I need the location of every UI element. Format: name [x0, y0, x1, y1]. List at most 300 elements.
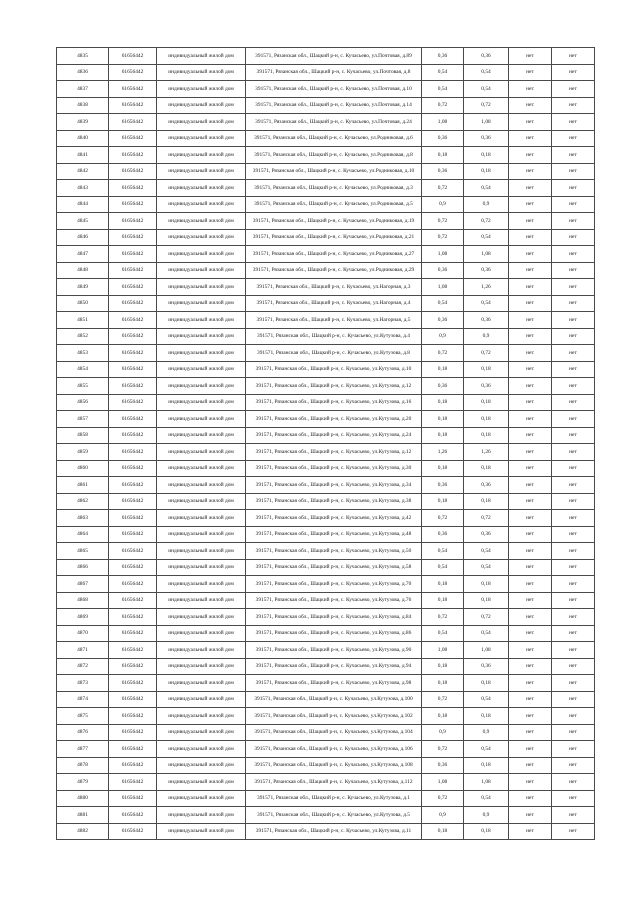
table-row [57, 609, 595, 626]
row-number-cell: 4851 [57, 312, 109, 329]
address-cell: 391571, Рязанская обл., Шацкий р-н, с. Кучасьево, ул.Родниковая, д.10 [246, 163, 422, 180]
value-2-cell: 0,18 [464, 757, 509, 774]
object-type-cell: индивидуальный жилой дом [157, 229, 246, 246]
flag-2-cell: нет [552, 246, 595, 263]
object-type-cell: индивидуальный жилой дом [157, 741, 246, 758]
flag-1-cell: нет [509, 328, 552, 345]
value-1-cell: 0,36 [422, 163, 464, 180]
oktmo-code-cell: 61656442 [109, 345, 157, 362]
row-number-cell: 4873 [57, 675, 109, 692]
value-1-cell: 0,18 [422, 576, 464, 593]
flag-2-cell: нет [552, 328, 595, 345]
row-number-cell: 4864 [57, 526, 109, 543]
value-2-cell: 0,18 [464, 460, 509, 477]
address-cell: 391571, Рязанская обл., Шацкий р-н, с. Кучасьево, ул.Кутузова, д.94 [246, 658, 422, 675]
value-1-cell: 0,18 [422, 147, 464, 164]
value-1-cell: 0,18 [422, 592, 464, 609]
flag-1-cell: нет [509, 543, 552, 560]
object-type-cell: индивидуальный жилой дом [157, 345, 246, 362]
flag-2-cell: нет [552, 460, 595, 477]
object-type-cell: индивидуальный жилой дом [157, 675, 246, 692]
address-cell: 391571, Рязанская обл., Шацкий р-н, с. Кучасьево, ул.Кутузова, д.38 [246, 493, 422, 510]
object-type-cell: индивидуальный жилой дом [157, 411, 246, 428]
address-cell: 391571, Рязанская обл., Шацкий р-н, с. Кучасьево, ул.Почтовая, д.10 [246, 81, 422, 98]
value-2-cell: 0,36 [464, 312, 509, 329]
object-type-cell: индивидуальный жилой дом [157, 724, 246, 741]
row-number-cell: 4879 [57, 774, 109, 791]
flag-1-cell: нет [509, 196, 552, 213]
flag-2-cell: нет [552, 823, 595, 840]
flag-1-cell: нет [509, 675, 552, 692]
flag-2-cell: нет [552, 741, 595, 758]
oktmo-code-cell: 61656442 [109, 361, 157, 378]
value-1-cell: 1,08 [422, 246, 464, 263]
row-number-cell: 4842 [57, 163, 109, 180]
value-2-cell: 1,26 [464, 279, 509, 296]
flag-2-cell: нет [552, 708, 595, 725]
row-number-cell: 4878 [57, 757, 109, 774]
object-type-cell: индивидуальный жилой дом [157, 295, 246, 312]
value-2-cell: 0,18 [464, 361, 509, 378]
flag-1-cell: нет [509, 394, 552, 411]
flag-2-cell: нет [552, 427, 595, 444]
flag-1-cell: нет [509, 526, 552, 543]
value-1-cell: 0,18 [422, 675, 464, 692]
address-cell: 391571, Рязанская обл., Шацкий р-н, с. Кучасьево, ул.Родниковая, д.5 [246, 196, 422, 213]
flag-1-cell: нет [509, 807, 552, 824]
value-1-cell: 0,18 [422, 708, 464, 725]
value-1-cell: 0,18 [422, 493, 464, 510]
flag-2-cell: нет [552, 724, 595, 741]
oktmo-code-cell: 61656442 [109, 460, 157, 477]
row-number-cell: 4874 [57, 691, 109, 708]
table-row [57, 477, 595, 494]
flag-2-cell: нет [552, 642, 595, 659]
table-row [57, 147, 595, 164]
value-2-cell: 0,18 [464, 427, 509, 444]
oktmo-code-cell: 61656442 [109, 130, 157, 147]
value-1-cell: 0,18 [422, 658, 464, 675]
row-number-cell: 4854 [57, 361, 109, 378]
address-cell: 391571, Рязанская обл., Шацкий р-н, с. Кучасьево, ул.Кутузова, д.112 [246, 774, 422, 791]
oktmo-code-cell: 61656442 [109, 658, 157, 675]
flag-2-cell: нет [552, 526, 595, 543]
object-type-cell: индивидуальный жилой дом [157, 394, 246, 411]
flag-2-cell: нет [552, 48, 595, 65]
flag-2-cell: нет [552, 411, 595, 428]
value-2-cell: 1,08 [464, 246, 509, 263]
address-cell: 391571, Рязанская обл., Шацкий р-н, с. Кучасьево, ул.Родниковая, д.27 [246, 246, 422, 263]
address-cell: 391571, Рязанская обл., Шацкий р-н, с. Кучасьево, ул.Кутузова, д.24 [246, 427, 422, 444]
value-2-cell: 0,36 [464, 526, 509, 543]
object-type-cell: индивидуальный жилой дом [157, 510, 246, 527]
oktmo-code-cell: 61656442 [109, 378, 157, 395]
object-type-cell: индивидуальный жилой дом [157, 460, 246, 477]
address-cell: 391571, Рязанская обл., Шацкий р-н, с. Кучасьево, ул.Кутузова, д.34 [246, 477, 422, 494]
value-1-cell: 0,36 [422, 262, 464, 279]
value-2-cell: 0,54 [464, 295, 509, 312]
object-type-cell: индивидуальный жилой дом [157, 147, 246, 164]
value-2-cell: 0,72 [464, 345, 509, 362]
oktmo-code-cell: 61656442 [109, 675, 157, 692]
oktmo-code-cell: 61656442 [109, 213, 157, 230]
row-number-cell: 4858 [57, 427, 109, 444]
value-2-cell: 0,72 [464, 609, 509, 626]
table-row [57, 526, 595, 543]
value-2-cell: 1,08 [464, 114, 509, 131]
oktmo-code-cell: 61656442 [109, 823, 157, 840]
flag-2-cell: нет [552, 229, 595, 246]
value-1-cell: 0,36 [422, 378, 464, 395]
value-1-cell: 1,08 [422, 279, 464, 296]
address-cell: 391571, Рязанская обл., Шацкий р-н, с. Кучасьево, ул.Кутузова, д.108 [246, 757, 422, 774]
value-2-cell: 0,36 [464, 262, 509, 279]
flag-2-cell: нет [552, 97, 595, 114]
value-2-cell: 0,72 [464, 213, 509, 230]
value-2-cell: 0,54 [464, 790, 509, 807]
oktmo-code-cell: 61656442 [109, 576, 157, 593]
value-2-cell: 0,18 [464, 163, 509, 180]
value-2-cell: 0,54 [464, 180, 509, 197]
row-number-cell: 4855 [57, 378, 109, 395]
address-cell: 391571, Рязанская обл., Шацкий р-н, с. Кучасьево, ул.Кутузова, д.42 [246, 510, 422, 527]
oktmo-code-cell: 61656442 [109, 477, 157, 494]
address-cell: 391571, Рязанская обл., Шацкий р-н, с. Кучасьево, ул.Нагорная, д.3 [246, 279, 422, 296]
object-type-cell: индивидуальный жилой дом [157, 757, 246, 774]
flag-2-cell: нет [552, 658, 595, 675]
row-number-cell: 4840 [57, 130, 109, 147]
value-2-cell: 0,36 [464, 658, 509, 675]
address-cell: 391571, Рязанская обл., Шацкий р-н, с. Кучасьево, ул.Кутузова, д.70 [246, 576, 422, 593]
object-type-cell: индивидуальный жилой дом [157, 625, 246, 642]
flag-1-cell: нет [509, 823, 552, 840]
value-2-cell: 0,18 [464, 675, 509, 692]
object-type-cell: индивидуальный жилой дом [157, 130, 246, 147]
oktmo-code-cell: 61656442 [109, 295, 157, 312]
value-1-cell: 0,54 [422, 295, 464, 312]
table-row [57, 625, 595, 642]
address-cell: 391571, Рязанская обл., Шацкий р-н, с. Кучасьево, ул.Кутузова, д.76 [246, 592, 422, 609]
row-number-cell: 4861 [57, 477, 109, 494]
value-1-cell: 0,18 [422, 460, 464, 477]
table-row [57, 97, 595, 114]
object-type-cell: индивидуальный жилой дом [157, 213, 246, 230]
value-1-cell: 1,08 [422, 642, 464, 659]
row-number-cell: 4839 [57, 114, 109, 131]
table-row [57, 345, 595, 362]
table-row [57, 576, 595, 593]
flag-1-cell: нет [509, 741, 552, 758]
value-1-cell: 0,72 [422, 180, 464, 197]
address-cell: 391571, Рязанская обл., Шацкий р-н, с. Кучасьево, ул.Почтовая, д.8 [246, 64, 422, 81]
value-1-cell: 0,72 [422, 790, 464, 807]
oktmo-code-cell: 61656442 [109, 807, 157, 824]
address-cell: 391571, Рязанская обл., Шацкий р-н, с. Кучасьево, ул.Кутузова, д.100 [246, 691, 422, 708]
flag-2-cell: нет [552, 543, 595, 560]
flag-2-cell: нет [552, 262, 595, 279]
value-1-cell: 0,18 [422, 411, 464, 428]
address-cell: 391571, Рязанская обл., Шацкий р-н, с. Кучасьево, ул.Нагорная, д.4 [246, 295, 422, 312]
row-number-cell: 4850 [57, 295, 109, 312]
row-number-cell: 4848 [57, 262, 109, 279]
row-number-cell: 4875 [57, 708, 109, 725]
flag-1-cell: нет [509, 345, 552, 362]
flag-1-cell: нет [509, 658, 552, 675]
value-1-cell: 0,36 [422, 477, 464, 494]
oktmo-code-cell: 61656442 [109, 114, 157, 131]
object-type-cell: индивидуальный жилой дом [157, 262, 246, 279]
table-row [57, 130, 595, 147]
address-cell: 391571, Рязанская обл., Шацкий р-н, с. Кучасьево, ул.Кутузова, д.10 [246, 361, 422, 378]
object-type-cell: индивидуальный жилой дом [157, 180, 246, 197]
object-type-cell: индивидуальный жилой дом [157, 790, 246, 807]
value-2-cell: 0,54 [464, 64, 509, 81]
flag-2-cell: нет [552, 81, 595, 98]
value-1-cell: 0,18 [422, 823, 464, 840]
value-1-cell: 1,26 [422, 444, 464, 461]
flag-2-cell: нет [552, 757, 595, 774]
flag-2-cell: нет [552, 279, 595, 296]
flag-2-cell: нет [552, 609, 595, 626]
address-cell: 391571, Рязанская обл., Шацкий р-н, с. Кучасьево, ул.Родниковая, д.21 [246, 229, 422, 246]
table-row [57, 444, 595, 461]
object-type-cell: индивидуальный жилой дом [157, 807, 246, 824]
value-2-cell: 0,18 [464, 823, 509, 840]
object-type-cell: индивидуальный жилой дом [157, 526, 246, 543]
address-cell: 391571, Рязанская обл., Шацкий р-н, с. Кучасьево, ул.Кутузова, д.30 [246, 460, 422, 477]
row-number-cell: 4837 [57, 81, 109, 98]
object-type-cell: индивидуальный жилой дом [157, 708, 246, 725]
table-row [57, 361, 595, 378]
oktmo-code-cell: 61656442 [109, 64, 157, 81]
table-row [57, 81, 595, 98]
flag-2-cell: нет [552, 559, 595, 576]
value-2-cell: 1,08 [464, 774, 509, 791]
oktmo-code-cell: 61656442 [109, 741, 157, 758]
flag-2-cell: нет [552, 295, 595, 312]
address-cell: 391571, Рязанская обл., Шацкий р-н, с. Кучасьево, ул.Кутузова, д.5 [246, 807, 422, 824]
row-number-cell: 4856 [57, 394, 109, 411]
address-cell: 391571, Рязанская обл., Шацкий р-н, с. Кучасьево, ул.Кутузова, д.104 [246, 724, 422, 741]
flag-1-cell: нет [509, 48, 552, 65]
flag-2-cell: нет [552, 180, 595, 197]
table-row [57, 163, 595, 180]
row-number-cell: 4862 [57, 493, 109, 510]
value-2-cell: 1,26 [464, 444, 509, 461]
value-1-cell: 0,36 [422, 130, 464, 147]
oktmo-code-cell: 61656442 [109, 163, 157, 180]
value-1-cell: 0,72 [422, 741, 464, 758]
flag-2-cell: нет [552, 64, 595, 81]
object-type-cell: индивидуальный жилой дом [157, 823, 246, 840]
table-row [57, 790, 595, 807]
row-number-cell: 4845 [57, 213, 109, 230]
flag-1-cell: нет [509, 246, 552, 263]
oktmo-code-cell: 61656442 [109, 81, 157, 98]
table-row [57, 262, 595, 279]
table-row [57, 658, 595, 675]
flag-2-cell: нет [552, 790, 595, 807]
object-type-cell: индивидуальный жилой дом [157, 97, 246, 114]
flag-1-cell: нет [509, 609, 552, 626]
value-2-cell: 0,18 [464, 493, 509, 510]
table-row [57, 741, 595, 758]
value-2-cell: 0,36 [464, 48, 509, 65]
flag-1-cell: нет [509, 724, 552, 741]
flag-2-cell: нет [552, 130, 595, 147]
object-type-cell: индивидуальный жилой дом [157, 163, 246, 180]
flag-1-cell: нет [509, 576, 552, 593]
oktmo-code-cell: 61656442 [109, 246, 157, 263]
row-number-cell: 4868 [57, 592, 109, 609]
table-row [57, 114, 595, 131]
table-row [57, 724, 595, 741]
table-row [57, 708, 595, 725]
address-cell: 391571, Рязанская обл., Шацкий р-н, с. Кучасьево, ул.Родниковая, д.29 [246, 262, 422, 279]
value-1-cell: 0,72 [422, 97, 464, 114]
row-number-cell: 4871 [57, 642, 109, 659]
flag-2-cell: нет [552, 378, 595, 395]
oktmo-code-cell: 61656442 [109, 147, 157, 164]
oktmo-code-cell: 61656442 [109, 625, 157, 642]
row-number-cell: 4859 [57, 444, 109, 461]
oktmo-code-cell: 61656442 [109, 691, 157, 708]
flag-1-cell: нет [509, 559, 552, 576]
flag-2-cell: нет [552, 625, 595, 642]
value-1-cell: 0,36 [422, 312, 464, 329]
address-cell: 391571, Рязанская обл., Шацкий р-н, с. Кучасьево, ул.Кутузова, д.12 [246, 444, 422, 461]
flag-1-cell: нет [509, 592, 552, 609]
oktmo-code-cell: 61656442 [109, 642, 157, 659]
value-1-cell: 0,72 [422, 345, 464, 362]
flag-1-cell: нет [509, 295, 552, 312]
value-2-cell: 0,9 [464, 196, 509, 213]
value-2-cell: 0,18 [464, 576, 509, 593]
oktmo-code-cell: 61656442 [109, 526, 157, 543]
flag-1-cell: нет [509, 262, 552, 279]
table-row [57, 213, 595, 230]
flag-1-cell: нет [509, 229, 552, 246]
value-2-cell: 0,54 [464, 691, 509, 708]
table-row [57, 279, 595, 296]
address-cell: 391571, Рязанская обл., Шацкий р-н, с. Кучасьево, ул.Почтовая, д.89 [246, 48, 422, 65]
object-type-cell: индивидуальный жилой дом [157, 642, 246, 659]
row-number-cell: 4841 [57, 147, 109, 164]
row-number-cell: 4852 [57, 328, 109, 345]
value-2-cell: 0,72 [464, 510, 509, 527]
oktmo-code-cell: 61656442 [109, 312, 157, 329]
flag-1-cell: нет [509, 130, 552, 147]
row-number-cell: 4853 [57, 345, 109, 362]
object-type-cell: индивидуальный жилой дом [157, 444, 246, 461]
value-1-cell: 1,08 [422, 114, 464, 131]
address-cell: 391571, Рязанская обл., Шацкий р-н, с. Кучасьево, ул.Кутузова, д.20 [246, 411, 422, 428]
flag-2-cell: нет [552, 196, 595, 213]
value-2-cell: 0,54 [464, 229, 509, 246]
flag-2-cell: нет [552, 807, 595, 824]
address-cell: 391571, Рязанская обл., Шацкий р-н, с. Кучасьево, ул.Кутузова, д.48 [246, 526, 422, 543]
oktmo-code-cell: 61656442 [109, 427, 157, 444]
object-type-cell: индивидуальный жилой дом [157, 48, 246, 65]
value-2-cell: 0,9 [464, 328, 509, 345]
flag-2-cell: нет [552, 675, 595, 692]
table-row [57, 493, 595, 510]
object-type-cell: индивидуальный жилой дом [157, 196, 246, 213]
table-row [57, 460, 595, 477]
table-row [57, 823, 595, 840]
flag-1-cell: нет [509, 411, 552, 428]
object-type-cell: индивидуальный жилой дом [157, 81, 246, 98]
table-row [57, 394, 595, 411]
flag-1-cell: нет [509, 691, 552, 708]
row-number-cell: 4865 [57, 543, 109, 560]
value-1-cell: 0,54 [422, 64, 464, 81]
address-cell: 391571, Рязанская обл., Шацкий р-н, с. Кучасьево, ул.Кутузова, д.1 [246, 790, 422, 807]
object-type-cell: индивидуальный жилой дом [157, 592, 246, 609]
object-type-cell: индивидуальный жилой дом [157, 328, 246, 345]
oktmo-code-cell: 61656442 [109, 48, 157, 65]
flag-2-cell: нет [552, 477, 595, 494]
oktmo-code-cell: 61656442 [109, 328, 157, 345]
row-number-cell: 4866 [57, 559, 109, 576]
flag-1-cell: нет [509, 444, 552, 461]
table-row [57, 691, 595, 708]
row-number-cell: 4863 [57, 510, 109, 527]
oktmo-code-cell: 61656442 [109, 510, 157, 527]
object-type-cell: индивидуальный жилой дом [157, 378, 246, 395]
value-1-cell: 0,18 [422, 427, 464, 444]
flag-1-cell: нет [509, 510, 552, 527]
address-cell: 391571, Рязанская обл., Шацкий р-н, с. Кучасьево, ул.Кутузова, д.11 [246, 823, 422, 840]
object-type-cell: индивидуальный жилой дом [157, 246, 246, 263]
value-1-cell: 0,9 [422, 196, 464, 213]
oktmo-code-cell: 61656442 [109, 559, 157, 576]
value-2-cell: 0,54 [464, 81, 509, 98]
value-2-cell: 0,18 [464, 708, 509, 725]
address-cell: 391571, Рязанская обл., Шацкий р-н, с. Кучасьево, ул.Почтовая, д.24 [246, 114, 422, 131]
oktmo-code-cell: 61656442 [109, 708, 157, 725]
value-1-cell: 0,72 [422, 609, 464, 626]
address-cell: 391571, Рязанская обл., Шацкий р-н, с. Кучасьево, ул.Кутузова, д.106 [246, 741, 422, 758]
object-type-cell: индивидуальный жилой дом [157, 774, 246, 791]
address-cell: 391571, Рязанская обл., Шацкий р-н, с. Кучасьево, ул.Кутузова, д.86 [246, 625, 422, 642]
table-row [57, 328, 595, 345]
table-row [57, 196, 595, 213]
row-number-cell: 4880 [57, 790, 109, 807]
flag-2-cell: нет [552, 345, 595, 362]
flag-2-cell: нет [552, 361, 595, 378]
flag-2-cell: нет [552, 510, 595, 527]
address-cell: 391571, Рязанская обл., Шацкий р-н, с. Кучасьево, ул.Кутузова, д.16 [246, 394, 422, 411]
table-row [57, 427, 595, 444]
row-number-cell: 4872 [57, 658, 109, 675]
row-number-cell: 4882 [57, 823, 109, 840]
value-1-cell: 0,72 [422, 213, 464, 230]
object-type-cell: индивидуальный жилой дом [157, 493, 246, 510]
row-number-cell: 4867 [57, 576, 109, 593]
value-1-cell: 0,72 [422, 229, 464, 246]
value-1-cell: 0,9 [422, 807, 464, 824]
value-2-cell: 0,18 [464, 394, 509, 411]
flag-1-cell: нет [509, 460, 552, 477]
object-type-cell: индивидуальный жилой дом [157, 427, 246, 444]
flag-1-cell: нет [509, 97, 552, 114]
value-1-cell: 0,9 [422, 724, 464, 741]
address-cell: 391571, Рязанская обл., Шацкий р-н, с. Кучасьево, ул.Кутузова, д.58 [246, 559, 422, 576]
table-row [57, 312, 595, 329]
flag-2-cell: нет [552, 576, 595, 593]
address-cell: 391571, Рязанская обл., Шацкий р-н, с. Кучасьево, ул.Почтовая, д.14 [246, 97, 422, 114]
